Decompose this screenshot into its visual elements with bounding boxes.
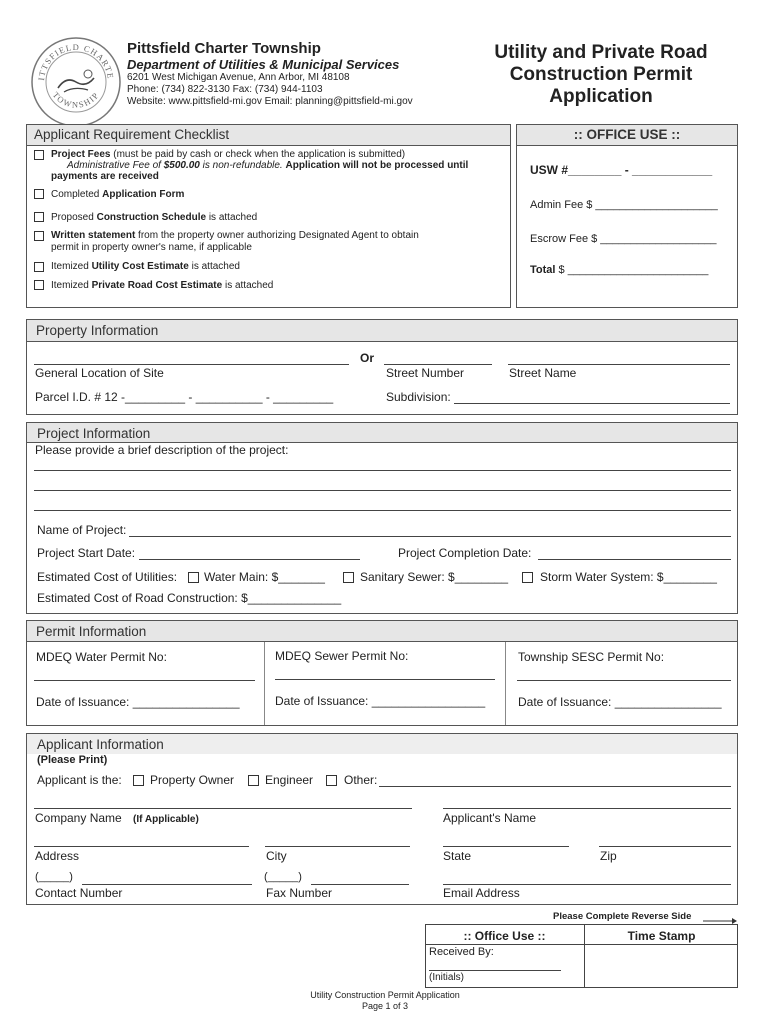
address-input[interactable] [34,846,249,847]
street-name-label: Street Name [509,366,577,380]
completion-date-input[interactable] [538,559,731,560]
please-print: (Please Print) [37,754,108,766]
time-stamp-title: Time Stamp [627,929,696,943]
checkbox-construction-schedule[interactable] [34,212,44,222]
location-input[interactable] [34,364,349,365]
mdeq-water-input[interactable] [34,680,255,681]
total-label: Total [530,264,556,276]
office-use-footer-header-line [425,944,738,945]
project-fees-desc: (must be paid by cash or check when the application is submitted) [110,149,406,160]
road-cost-item [51,280,273,291]
date-issuance-2[interactable]: Date of Issuance: _________________ [275,694,486,708]
fax-number-label: Fax Number [266,886,333,900]
mdeq-sewer-input[interactable] [275,679,495,680]
office-use-box [516,124,738,308]
state-label: State [443,849,472,863]
project-title: Project Information [37,426,151,441]
checkbox-storm-water[interactable] [522,572,533,583]
project-name-input[interactable] [129,536,731,537]
engineer-label: Engineer [265,773,314,787]
page-number: Page 1 of 3 [361,1001,409,1011]
project-describe-label: Please provide a brief description of the project: [35,443,289,457]
fax-number-input[interactable] [311,884,409,885]
township-seal [30,36,122,128]
org-name: Pittsfield Charter Township [127,40,321,57]
office-use-title: :: OFFICE USE :: [573,127,681,142]
applicant-is-label: Applicant is the: [37,773,122,787]
org-website: Website: www.pittsfield-mi.gov Email: planning@pittsfield-mi.gov [127,96,413,107]
written-statement-line2: permit in property owner's name, if applicable [51,242,252,253]
item-desc: from the property owner authorizing Designated Agent to obtain [135,230,419,241]
completion-date-label: Project Completion Date: [398,546,532,560]
checklist-title: Applicant Requirement Checklist [34,127,230,142]
other-input[interactable] [379,786,731,787]
street-number-label: Street Number [386,366,465,380]
parcel-id-field[interactable]: Parcel I.D. # 12 -_________ - __________ - _________ [35,390,334,404]
project-fees-line2 [67,160,468,171]
department-name: Department of Utilities & Municipal Services [127,57,400,72]
title-line-3: Application [549,86,653,107]
not-processed-text: Application will not be processed until [285,160,469,171]
other-label: Other: [344,773,378,787]
street-name-input[interactable] [508,364,730,365]
item-bold: Construction Schedule [96,212,207,223]
city-input[interactable] [265,846,410,847]
title-line-1: Utility and Private Road [494,42,708,63]
zip-input[interactable] [599,846,731,847]
checkbox-property-owner[interactable] [133,775,144,786]
sesc-input[interactable] [517,680,731,681]
org-phone: Phone: (734) 822-3130 Fax: (734) 944-1103 [127,84,323,95]
item-prefix: Itemized [51,280,92,291]
company-label-text: Company Name [35,811,122,825]
nonrefundable-text: is non-refundable. [199,160,286,171]
item-suffix: is attached [206,212,258,223]
title-line-2: Construction Permit [509,64,693,85]
start-date-label: Project Start Date: [37,546,136,560]
usw-field[interactable]: USW #________ - ____________ [530,163,713,177]
subdivision-label: Subdivision: [386,390,451,404]
project-fees-line1 [51,149,405,160]
subdivision-input[interactable] [454,403,730,404]
applicant-name-label: Applicant's Name [443,811,536,825]
start-date-input[interactable] [139,559,360,560]
project-name-label: Name of Project: [37,523,127,537]
storm-water-field[interactable]: Storm Water System: $________ [540,570,717,584]
total-blank: $ _______________________ [555,264,709,276]
sanitary-sewer-field[interactable]: Sanitary Sewer: $________ [360,570,509,584]
description-line-1[interactable] [34,470,731,471]
construction-schedule-item [51,212,257,223]
item-bold: Private Road Cost Estimate [91,280,223,291]
contact-number-label: Contact Number [35,886,123,900]
item-suffix: is attached [188,261,240,272]
location-label: General Location of Site [35,366,164,380]
checkbox-utility-cost-estimate[interactable] [34,262,44,272]
escrow-fee-field[interactable]: Escrow Fee $ ___________________ [530,233,717,245]
arrow-right-icon [703,912,737,920]
property-title: Property Information [36,323,159,338]
item-prefix: Proposed [51,212,97,223]
checkbox-written-statement[interactable] [34,231,44,241]
written-statement-item [51,230,419,241]
admin-fee-amount: $500.00 [163,160,200,171]
office-use-footer-title: :: Office Use :: [463,929,546,943]
state-input[interactable] [443,846,569,847]
total-field[interactable] [530,264,708,276]
checkbox-water-main[interactable] [188,572,199,583]
checkbox-engineer[interactable] [248,775,259,786]
item-bold: Written statement [51,230,136,241]
or-label: Or [360,351,375,365]
checkbox-project-fees[interactable] [34,150,44,160]
admin-fee-field[interactable]: Admin Fee $ ____________________ [530,199,718,211]
address-label: Address [35,849,80,863]
permit-divider-1 [264,642,265,725]
checkbox-sanitary-sewer[interactable] [343,572,354,583]
checkbox-application-form[interactable] [34,189,44,199]
applicant-title: Applicant Information [37,737,164,752]
street-number-input[interactable] [384,364,492,365]
description-line-2[interactable] [34,490,731,491]
property-owner-label: Property Owner [150,773,235,787]
received-by-label: Received By: [429,946,494,958]
item-prefix: Itemized [51,261,92,272]
svg-text:TOWNSHIP: TOWNSHIP [50,89,102,110]
initials-label: (Initials) [429,972,465,983]
document-name: Utility Construction Permit Application [310,990,460,1000]
sesc-label: Township SESC Permit No: [518,650,665,664]
utility-cost-item [51,261,240,272]
mdeq-water-label: MDEQ Water Permit No: [36,650,167,664]
checkbox-other[interactable] [326,775,337,786]
item-suffix: is attached [222,280,274,291]
road-cost-field[interactable]: Estimated Cost of Road Construction: $______________ [37,591,342,605]
mdeq-sewer-label: MDEQ Sewer Permit No: [275,649,409,663]
item-prefix: Completed [51,189,103,200]
checkbox-road-cost-estimate[interactable] [34,280,44,290]
item-bold: Application Form [102,189,185,200]
date-issuance-1[interactable]: Date of Issuance: ________________ [36,695,240,709]
email-input[interactable] [443,884,731,885]
description-line-3[interactable] [34,510,731,511]
if-applicable-note: (If Applicable) [133,814,199,825]
fax-area-code[interactable]: (_____) [264,871,302,883]
est-utilities-label: Estimated Cost of Utilities: [37,570,178,584]
water-main-field[interactable]: Water Main: $_______ [204,570,325,584]
project-fees-label: Project Fees [51,149,111,160]
date-issuance-3[interactable]: Date of Issuance: ________________ [518,695,722,709]
company-name-input[interactable] [34,808,412,809]
received-by-input[interactable] [429,970,561,971]
contact-number-input[interactable] [82,884,252,885]
permit-divider-2 [505,642,506,725]
email-label: Email Address [443,886,520,900]
payments-received-text: payments are received [51,171,159,182]
contact-area-code[interactable]: (_____) [35,871,73,883]
svg-text:PITTSFIELD CHARTER: ITTSFIELD CHARTE [35,41,116,82]
form-title [470,42,732,108]
org-address: 6201 West Michigan Avenue, Ann Arbor, MI 48108 [127,72,350,83]
applicant-name-input[interactable] [443,808,731,809]
reverse-side-note: Please Complete Reverse Side [553,911,692,922]
permit-title: Permit Information [36,624,147,639]
zip-label: Zip [600,849,617,863]
city-label: City [266,849,287,863]
admin-fee-text: Administrative Fee of [67,160,164,171]
item-bold: Utility Cost Estimate [91,261,189,272]
application-form-item [51,189,184,200]
company-name-label [35,811,199,825]
